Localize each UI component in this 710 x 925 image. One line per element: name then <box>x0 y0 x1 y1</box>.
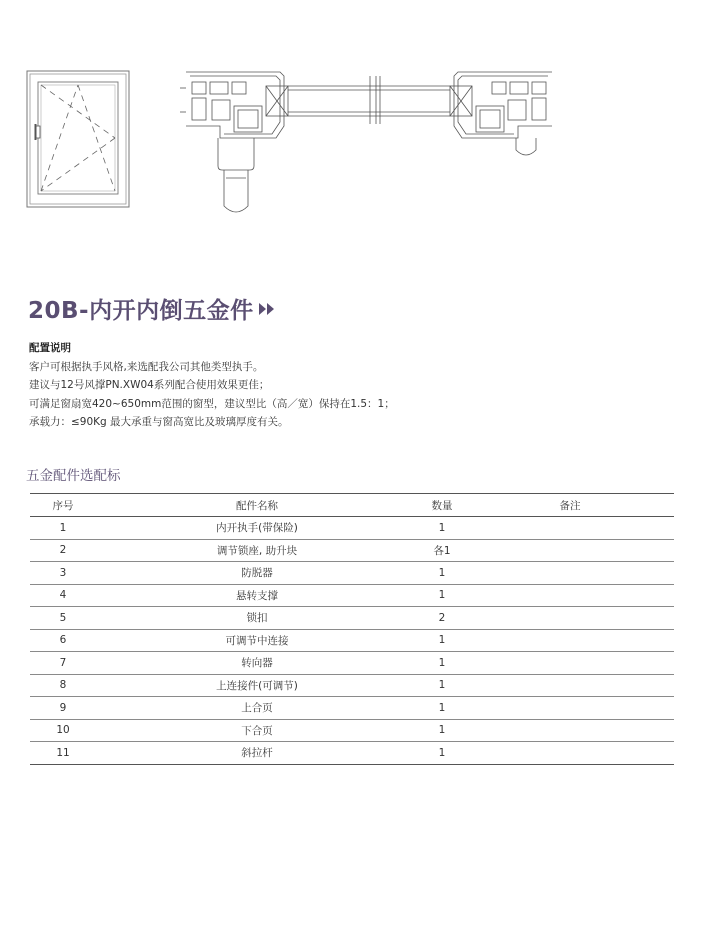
cell-no: 4 <box>30 584 96 607</box>
config-heading: 配置说明 <box>29 342 71 354</box>
config-line: 可满足窗扇宽420~650mm范围的窗型，建议型比（高／宽）保持在1.5：1； <box>29 397 395 410</box>
cell-quantity: 1 <box>418 697 466 720</box>
cell-remarks <box>466 584 674 607</box>
cell-quantity: 2 <box>418 607 466 630</box>
product-title <box>28 292 276 325</box>
cell-quantity: 1 <box>418 629 466 652</box>
cell-part-name: 调节锁座, 助升块 <box>96 539 418 562</box>
header-quantity: 数量 <box>418 494 466 517</box>
table-row <box>30 742 674 765</box>
cell-remarks <box>466 629 674 652</box>
cell-part-name: 下合页 <box>96 719 418 742</box>
table-row <box>30 562 674 585</box>
cell-no: 7 <box>30 652 96 675</box>
cell-part-name: 转向器 <box>96 652 418 675</box>
cell-no: 2 <box>30 539 96 562</box>
product-title-text: 20B-内开内倒五金件 <box>28 298 254 324</box>
table-row <box>30 719 674 742</box>
cell-remarks <box>466 562 674 585</box>
header-remarks: 备注 <box>466 494 674 517</box>
cell-quantity: 1 <box>418 517 466 540</box>
cell-quantity: 1 <box>418 719 466 742</box>
double-right-arrow-icon <box>258 302 276 316</box>
config-line: 建议与12号风撑PN.XW04系列配合使用效果更佳； <box>29 379 270 392</box>
cell-remarks <box>466 607 674 630</box>
table-row <box>30 539 674 562</box>
table-header-row <box>30 494 674 517</box>
cell-quantity: 1 <box>418 652 466 675</box>
header-no: 序号 <box>30 494 96 517</box>
table-row <box>30 584 674 607</box>
window-elevation-drawing <box>26 70 130 208</box>
section-title: 五金配件选配标 <box>26 468 121 484</box>
cell-part-name: 防脱器 <box>96 562 418 585</box>
cell-remarks <box>466 539 674 562</box>
cell-no: 11 <box>30 742 96 765</box>
cell-no: 6 <box>30 629 96 652</box>
table-row <box>30 697 674 720</box>
cell-no: 8 <box>30 674 96 697</box>
cell-quantity: 1 <box>418 562 466 585</box>
hardware-parts-table <box>30 493 674 765</box>
cell-quantity: 1 <box>418 742 466 765</box>
cell-remarks <box>466 719 674 742</box>
cell-part-name: 锁扣 <box>96 607 418 630</box>
cell-quantity: 各1 <box>418 539 466 562</box>
header-part-name: 配件名称 <box>96 494 418 517</box>
cell-no: 10 <box>30 719 96 742</box>
cell-part-name: 内开执手(带保险) <box>96 517 418 540</box>
cell-part-name: 悬转支撑 <box>96 584 418 607</box>
cell-remarks <box>466 652 674 675</box>
cell-no: 3 <box>30 562 96 585</box>
cell-quantity: 1 <box>418 584 466 607</box>
config-line: 客户可根据执手风格,来选配我公司其他类型执手。 <box>29 360 264 373</box>
cell-remarks <box>466 517 674 540</box>
table-row <box>30 674 674 697</box>
cell-part-name: 上合页 <box>96 697 418 720</box>
cell-no: 9 <box>30 697 96 720</box>
cell-no: 1 <box>30 517 96 540</box>
cell-remarks <box>466 674 674 697</box>
cell-quantity: 1 <box>418 674 466 697</box>
cell-no: 5 <box>30 607 96 630</box>
cell-part-name: 斜拉杆 <box>96 742 418 765</box>
table-row <box>30 629 674 652</box>
cell-remarks <box>466 697 674 720</box>
configuration-notes <box>29 339 395 432</box>
table-row <box>30 517 674 540</box>
cell-part-name: 上连接件(可调节) <box>96 674 418 697</box>
cell-part-name: 可调节中连接 <box>96 629 418 652</box>
table-row <box>30 607 674 630</box>
table-row <box>30 652 674 675</box>
config-line: 承载力：≤90Kg 最大承重与窗高宽比及玻璃厚度有关。 <box>29 416 289 429</box>
cell-remarks <box>466 742 674 765</box>
profile-cross-section-drawing <box>180 66 558 218</box>
